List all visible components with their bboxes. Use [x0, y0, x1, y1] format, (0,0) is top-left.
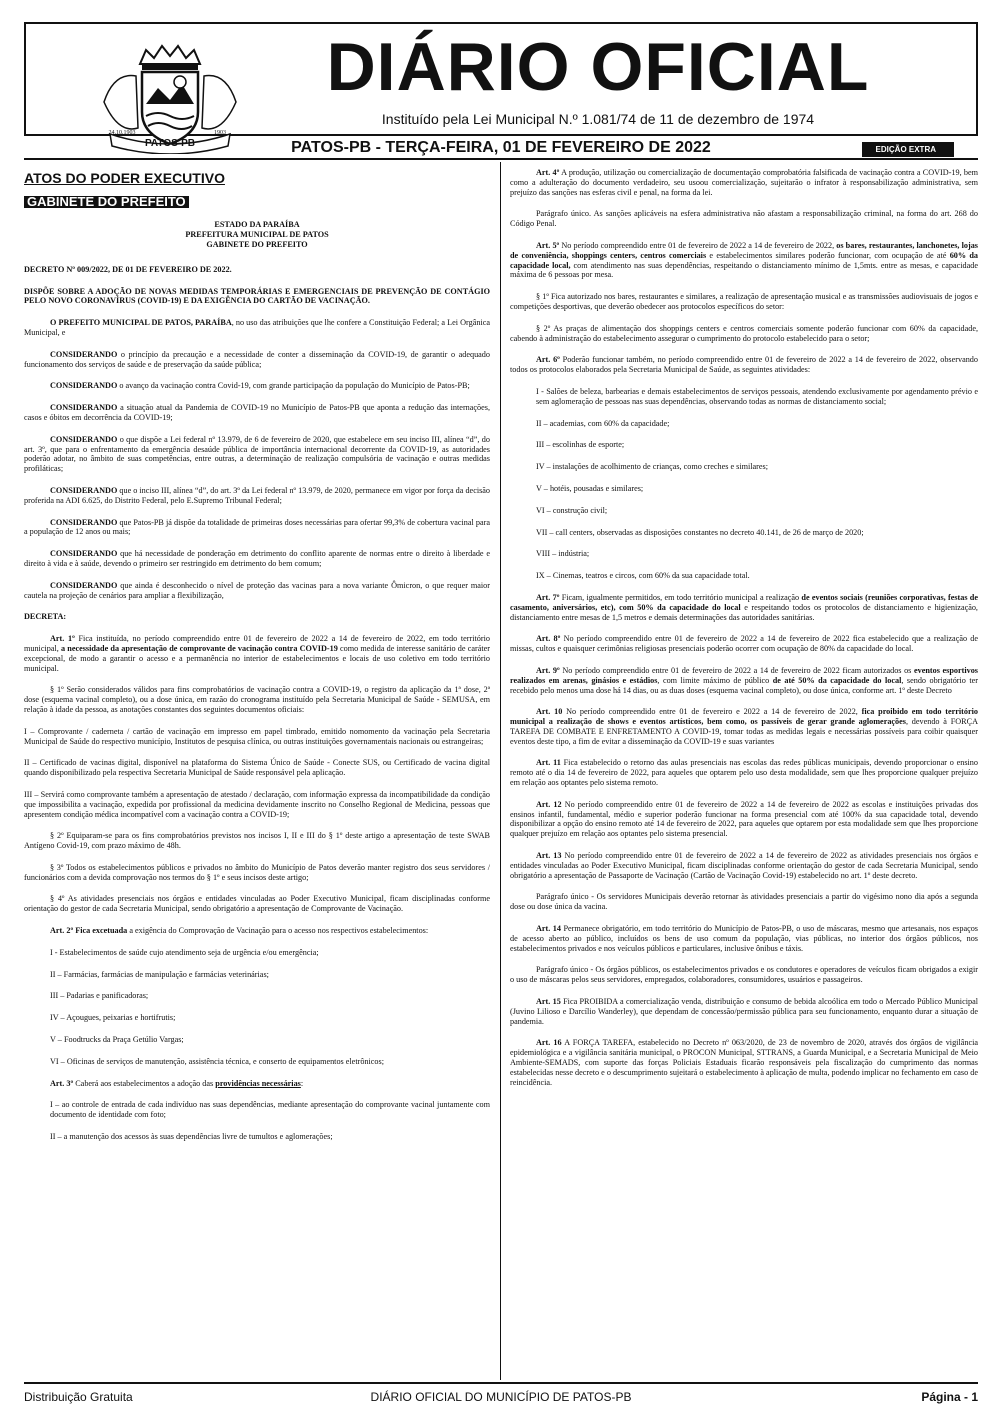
list-item: III – Padarias e panificadoras; — [50, 991, 149, 1001]
header-line: ESTADO DA PARAÍBA — [214, 219, 300, 229]
publication-subtitle: Instituído pela Lei Municipal N.º 1.081/74 de 11 de dezembro de 1974 — [381, 111, 815, 127]
list-item: II – a manutenção dos acessos às suas dependências livre de tumultos e aglomerações; — [50, 1132, 333, 1142]
list-item: I - Salões de beleza, barbearias e demais estabelecimentos de serviços pessoais, atendendo exclusivamente por agendamento prévio e sem aglomeração de pessoas nas suas dependências, observando todas as normas de distanciamento social; — [536, 386, 978, 406]
date-line — [24, 138, 978, 160]
list-item: I – Comprovante / caderneta / cartão de vacinação em impresso em papel timbrado, emitido nomomento da vacinação pela Secretaria Municipal de Saúde do respectivo município, Institutos de pesquisa clínica, ou outras instituições governamentais nacionais ou estrangeiras; — [24, 726, 490, 746]
right-column — [510, 168, 978, 1099]
article-15: Art. 15 Fica PROIBIDA a comercialização venda, distribuição e consumo de bebida alcoólica em todo o Mercado Público Municipal (Juvino Lilioso e Darcílio Wanderley), que dependam de concessão/permissão pública para seu funcionamento, enquanto durar a situação de pandemia. — [510, 997, 978, 1026]
list-item: IX – Cinemas, teatros e circos, com 60% da sua capacidade total. — [536, 571, 750, 581]
crest-date-right: 1903 — [214, 130, 226, 136]
header-line: GABINETE DO PREFEITO — [206, 240, 308, 250]
preamble: O PREFEITO MUNICIPAL DE PATOS, PARAÍBA, no uso das atribuições que lhe confere a Constituição Federal; a Lei Orgânica Municipal, e — [24, 318, 490, 337]
considerando-paragraph: CONSIDERANDO que Patos-PB já dispõe da totalidade de primeiras doses necessárias para ofertar 99,3% de cobertura vacinal para a população de 12 anos ou mais; — [24, 517, 490, 537]
list-item: VI – Oficinas de serviços de manutenção, assistência técnica, e conserto de equipamentos eletrônicos; — [50, 1056, 384, 1066]
list-item: III – Servirá como comprovante também a apresentação de atestado / declaração, com informação expressa da incompatibilidade da condição que impossibilita a vacinação, expedida por profissional da medicina devidamente inscrito no Conselho Regional de Medicina, pessoas que apresentem condição médica incompatível com a vacinação contra a COVID-19; — [24, 789, 490, 819]
article-1-paragraph-2: § 2º Equiparam-se para os fins comprobatórios previstos nos incisos I, II e III do § 1º deste artigo a apresentação de teste SWAB Antígeno Covid-19, com prazo máximo de 48h. — [24, 831, 490, 851]
list-item: II – Certificado de vacinas digital, disponível na plataforma do Sistema Único de Saúde - Conecte SUS, ou Certificado de vacina digital quando disponibilizado pela respectiva Secretaria Municipal de Saúde responsável pela aplicação. — [24, 758, 490, 778]
list-item: IV – Açougues, peixarias e hortifrutis; — [50, 1013, 176, 1023]
decree-ementa: DISPÕE SOBRE A ADOÇÃO DE NOVAS MEDIDAS TEMPORÁRIAS E EMERGENCIAIS DE PREVENÇÃO DE CONTÁGIO PELO NOVO CORONAVÍRUS (COVID-19) E DA EXIGÊNCIA DO CARTÃO DE VACINAÇÃO. — [24, 286, 490, 306]
page-footer — [24, 1382, 978, 1408]
article-5: Art. 5º No período compreendido entre 01 de fevereiro de 2022 a 14 de fevereiro de 2022, os bares, restaurantes, lanchonetes, lojas de conveniência, shoppings centers, centros comerciais e estabelecimentos similares poderão funcionar, com ocupação de até 60% da capacidade local, com atendimento nas suas dependências, respeitando o distanciamento mínimo de 1,5mts. entre as mesas, e capacidade máxima de 6 pessoas por mesa. — [510, 240, 978, 280]
footer-distribution: Distribuição Gratuita — [24, 1390, 133, 1404]
considerando-paragraph: CONSIDERANDO o avanço da vacinação contra Covid-19, com grande participação da população do Município de Patos-PB; — [50, 381, 470, 391]
list-item: VII – call centers, observadas as disposições constantes no decreto 40.141, de 26 de março de 2020; — [536, 527, 864, 537]
list-item: III – escolinhas de esporte; — [536, 440, 625, 450]
article-1-paragraph-3: § 3º Todos os estabelecimentos públicos e privados no âmbito do Município de Patos deverão manter registro dos seus servidores / funcionários com a devida comprovação nos termos do § 1º e seus incisos deste artigo; — [24, 862, 490, 882]
header-line: PREFEITURA MUNICIPAL DE PATOS — [185, 230, 329, 239]
article-7: Art. 7º Ficam, igualmente permitidos, em todo território municipal a realização de eventos sociais (reuniões corporativas, festas de casamento, aniversários, etc), com 50% da capacidade do local e respeitando todos os protocolos de distanciamento e higienização, distanciamento entre mesas de 1,5 metros e demais determinações das autoridades sanitárias. — [510, 592, 978, 622]
article-1-paragraph-4: § 4º As atividades presenciais nos órgãos e entidades vinculadas ao Poder Executivo Municipal, ficam disciplinadas conforme orientação do gestor de cada Secretaria Municipal, sendo obrigatório a apresentação de Comprovante de Vacinação. — [24, 894, 490, 914]
document-header — [24, 220, 490, 251]
article-6: Art. 6º Poderão funcionar também, no período compreendido entre 01 de fevereiro de 2022 a 14 de fevereiro de 2022, observando todos os protocolos elaborados pela Secretaria Municipal de Saúde, as seguintes atividades: — [510, 355, 978, 375]
subsection-heading: GABINETE DO PREFEITO — [24, 196, 189, 208]
article-14: Art. 14 Permanece obrigatório, em todo território do Município de Patos-PB, o uso de máscaras, mesmo que artesanais, nos espaços de acesso aberto ao público, incluídos os bens de uso comum da população, vias públicas, no interior dos órgãos públicos, nos estabelecimentos privados e nos veículos públicos e particulares, inclusive ônibus e táxis. — [510, 924, 978, 953]
list-item: V – hotéis, pousadas e similares; — [536, 483, 644, 493]
article-1-paragraph-1: § 1º Serão considerados válidos para fins comprobatórios de vacinação contra a COVID-19, o registro da aplicação da 1ª dose, 2ª dose (esquema vacinal completo), ou a dose única, em razão do cronograma instituído pela Secretaria Municipal de Saúde - SEMUSA, em relação à idade da pessoa, as anotações constantes dos seguintes documentos oficiais: — [24, 685, 490, 714]
article-8: Art. 8º No período compreendido entre 01 de fevereiro de 2022 a 14 de fevereiro de 2022 fica estabelecido que a realização de missas, cultos e quaisquer cerimônias religiosas presenciais poderão ocorrer com ocupação de 80% da capacidade do local. — [510, 634, 978, 654]
list-item: VIII – indústria; — [536, 549, 590, 559]
article-1: Art. 1º Fica instituída, no período compreendido entre 01 de fevereiro de 2022 a 14 de fevereiro de 2022, em todo território municipal, a necessidade da apresentação de comprovante de vacinação contra COVID-19 como medida de interesse sanitário de caráter excepcional, de modo a garantir o acesso e a permanência no interior de estabelecimentos e locais de uso coletivo em todo território municipal. — [24, 634, 490, 673]
publication-title: DIÁRIO OFICIAL — [326, 29, 870, 105]
article-4-sole-paragraph: Parágrafo único. As sanções aplicáveis na esfera administrativa não afastam a responsabilização criminal, na forma do art. 268 do Código Penal. — [510, 209, 978, 229]
article-13: Art. 13 No período compreendido entre 01 de fevereiro de 2022 a 14 de fevereiro de 2022 as atividades presenciais nos órgãos e entidades vinculadas ao Poder Executivo Municipal, ficam disciplinadas conforme orientação do gestor de cada Secretaria Municipal, sendo obrigatório a apresentação de Passaporte de Vacinação (Cartão de Vacinação Covid-19) estabelecido no art. 1º deste decreto. — [510, 851, 978, 880]
article-3: Art. 3º Caberá aos estabelecimentos a adoção das providências necessárias: — [50, 1078, 304, 1088]
decree-title: DECRETO Nº 009/2022, DE 01 DE FEVEREIRO DE 2022. — [24, 264, 232, 274]
page-number: Página - 1 — [921, 1390, 978, 1404]
left-column — [24, 168, 490, 1154]
article-5-paragraph-1: § 1º Fica autorizado nos bares, restaurantes e similares, a realização de apresentação musical e as transmissões audiovisuais de jogos e competições desportivas, que deverão obedecer aos protocolos específicos do setor: — [510, 292, 978, 311]
article-9: Art. 9º No período compreendido entre 01 de fevereiro de 2022 a 14 de fevereiro de 2022 ficam autorizados os eventos esportivos realizados em arenas, ginásios e estádios, com limite máximo de público de até 50% da capacidade do local, sendo obrigatório ter recebido pelo menos uma dose há 14 dias, ou as duas doses (esquema vacinal completo), ou dose única, conforme art. 1º deste Decreto — [510, 665, 978, 695]
article-14-sole-paragraph: Parágrafo único - Os órgãos públicos, os estabelecimentos privados e os condutores e operadores de veículos ficam obrigados a exigir o uso de máscaras pelos seus servidores, empregados, colaboradores, consumidores, usuários e passageiros. — [510, 965, 978, 985]
list-item: II – Farmácias, farmácias de manipulação e farmácias veterinárias; — [50, 969, 269, 979]
considerando-paragraph: CONSIDERANDO que ainda é desconhecido o nível de proteção das vacinas para a nova variante Ômicron, o que requer maior cautela na projeção de cenários para ampliar a flexibilização, — [24, 580, 490, 600]
decreta-label: DECRETA: — [24, 612, 67, 622]
article-13-sole-paragraph: Parágrafo único - Os servidores Municipais deverão retornar às atividades presenciais a partir do vigésimo nono dia após a segunda dose ou dose única da vacina. — [510, 892, 978, 912]
section-heading: ATOS DO PODER EXECUTIVO — [24, 170, 225, 186]
column-divider — [500, 162, 501, 1380]
edition-badge: EDIÇÃO EXTRA — [862, 142, 954, 157]
list-item: I – ao controle de entrada de cada indivíduo nas suas dependências, mediante apresentação do comprovante vacinal juntamente com documento de identidade com foto; — [50, 1100, 490, 1120]
article-11: Art. 11 Fica estabelecido o retorno das aulas presenciais nas escolas das redes públicas municipais, devendo proporcionar o ensino remoto até o dia 14 de fevereiro de 2022, para aqueles que optarem pelo uso desta modalidade, sem que lhes proporcione qualquer prejuízo em relação aos optantes pelo sistema remoto. — [510, 758, 978, 788]
list-item: V – Foodtrucks da Praça Getúlio Vargas; — [50, 1035, 184, 1045]
issue-date: PATOS-PB - TERÇA-FEIRA, 01 DE FEVEREIRO DE 2022 — [291, 139, 711, 156]
crest-city-label: PATOS-PB — [144, 138, 196, 149]
list-item: VI – construção civil; — [536, 505, 608, 515]
considerando-paragraph: CONSIDERANDO a situação atual da Pandemia de COVID-19 no Município de Patos-PB que aponta a redução das internações, casos e óbitos em decorrência da COVID-19; — [24, 403, 490, 422]
considerando-paragraph: CONSIDERANDO o que dispõe a Lei federal nº 13.979, de 6 de fevereiro de 2020, que estabelece em seu inciso III, alínea “d”, do art. 3º, que para o enfrentamento da emergência desaúde pública de importância internacional decorrente da COVID-19, as autoridades poderão adotar, no âmbito de suas competências, entre outras, a determinação de realização compulsória de vacinação e outras medidas profiláticas; — [24, 434, 490, 474]
article-2: Art. 2º Fica excetuada a exigência do Comprovação de Vacinação para o acesso nos respectivos estabelecimentos: — [50, 926, 429, 936]
list-item: II – academias, com 60% da capacidade; — [536, 418, 670, 428]
article-12: Art. 12 No período compreendido entre 01 de fevereiro de 2022 a 14 de fevereiro de 2022 as escolas e instituições privadas dos ensinos infantil, fundamental, médio e superior poderão funcionar na forma presencial com até 100% da sua capacidade total, devendo disponibilizar a opção do ensino remoto até 14 de fevereiro de 2022, para aqueles que optarem por esta modalidade sem que lhes proporcione qualquer prejuízo em relação aos optantes pelo sistema presencial. — [510, 799, 978, 839]
list-item: IV – instalações de acolhimento de crianças, como creches e similares; — [536, 462, 768, 472]
footer-publication: DIÁRIO OFICIAL DO MUNICÍPIO DE PATOS-PB — [370, 1390, 632, 1404]
article-4: Art. 4º A produção, utilização ou comercialização de documentação comprobatória falsificada de vacinação contra a COVID-19, bem como a adulteração do documento verdadeiro, seu usoou comercialização, sujeitarão o infrator à responsabilização administrativa, sem prejuízo das sanções nas esferas civil e penal, na forma da lei. — [510, 168, 978, 197]
considerando-paragraph: CONSIDERANDO o princípio da precaução e a necessidade de conter a disseminação da COVID-19, de garantir o adequado funcionamento dos serviços de saúde e de preservação da saúde pública; — [24, 349, 490, 369]
article-10: Art. 10 No período compreendido entre 01 de fevereiro e 2022 a 14 de fevereiro de 2022, fica proibido em todo território municipal a realização de shows e eventos artísticos, bem como, os passíveis de gerar grande aglomerações, devendo à FORÇA TAREFA DE COMBATE E ENFRETAMENTO A COVID-19, tomar todas as medidas legais e necessárias possíveis para coibir quaisquer eventos deste tipo, a fim de evitar a disseminação da COVID-19 e suas variantes — [510, 707, 979, 746]
considerando-paragraph: CONSIDERANDO que o inciso III, alínea “d”, do art. 3º da Lei federal nº 13.979, de 2020, permanece em vigor por força da decisão proferida na ADI 6.625, do Distrito Federal, pelo E.Supremo Tribunal Federal; — [24, 485, 491, 505]
article-5-paragraph-2: § 2º As praças de alimentação dos shoppings centers e centros comerciais somente poderão funcionar com 60% da capacidade, cabendo à administração do estabelecimento assegurar o cumprimento do protocolo estabelecido para o setor; — [510, 323, 978, 343]
article-16: Art. 16 A FORÇA TAREFA, estabelecido no Decreto nº 063/2020, de 23 de novembro de 2020, através dos órgãos de vigilância epidemiológica e a vigilância sanitária municipal, o PROCON Municipal, STTRANS, a Guarda Municipal, e a Secretaria Municipal de Meio Ambiente-SEMADS, com suporte das forças Policiais Estaduais ficarão responsáveis pela fiscalização do cumprimento das normas estabelecidas nesse decreto e o descumprimento sujeitará o estabelecimento à aplicação de multa, podendo implicar no fechamento em caso de reincidência. — [510, 1038, 978, 1087]
considerando-paragraph: CONSIDERANDO que há necessidade de ponderação em detrimento do conflito aparente de normas entre o direito à liberdade e direito à vida e à saúde, devendo o primeiro ser restringido em detrimento do bem comum; — [24, 549, 490, 568]
list-item: I - Estabelecimentos de saúde cujo atendimento seja de urgência e/ou emergência; — [50, 947, 319, 957]
crest-date-left: 24.10.1903 — [108, 130, 136, 136]
